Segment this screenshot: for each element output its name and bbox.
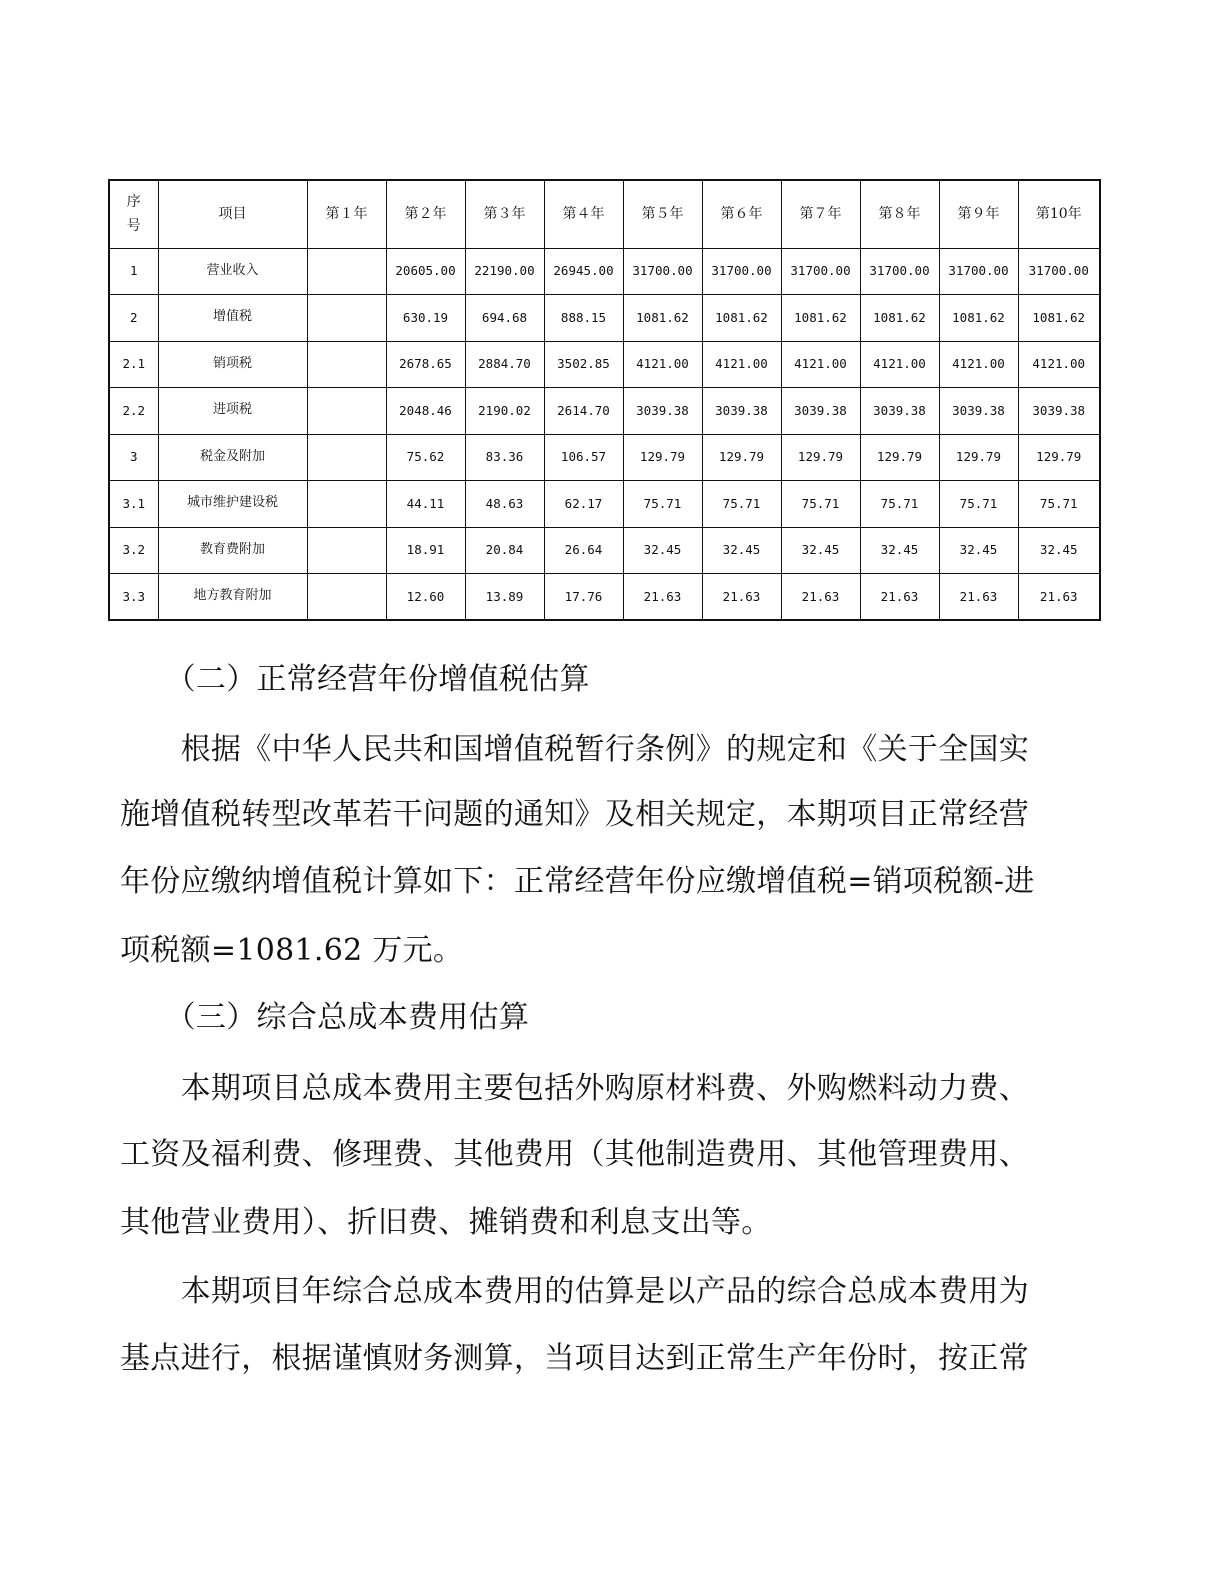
table-row [109, 434, 1100, 481]
value-cell: 32.45 [781, 527, 860, 574]
value-cell: 4121.00 [781, 341, 860, 388]
value-cell: 22190.00 [465, 248, 544, 295]
value-cell: 129.79 [781, 434, 860, 481]
table-row [109, 481, 1100, 528]
value-cell: 31700.00 [702, 248, 781, 295]
value-cell: 75.71 [781, 481, 860, 528]
value-cell: 21.63 [623, 574, 702, 621]
header-cell: 第３年 [465, 180, 544, 248]
value-cell: 75.71 [860, 481, 939, 528]
value-cell: 75.62 [386, 434, 465, 481]
paragraph-line: 施增值税转型改革若干问题的通知》及相关规定，本期项目正常经营 [120, 797, 1029, 832]
header-cell: 第６年 [702, 180, 781, 248]
item-name-cell: 销项税 [158, 341, 307, 388]
value-cell [307, 574, 386, 621]
table-row [109, 295, 1100, 342]
header-cell: 第４年 [544, 180, 623, 248]
value-cell: 75.71 [702, 481, 781, 528]
value-cell: 75.71 [939, 481, 1018, 528]
value-cell: 32.45 [939, 527, 1018, 574]
value-cell: 3039.38 [1018, 388, 1100, 435]
value-cell: 1081.62 [781, 295, 860, 342]
value-cell: 31700.00 [623, 248, 702, 295]
item-name-cell: 地方教育附加 [158, 574, 307, 621]
value-cell: 888.15 [544, 295, 623, 342]
value-cell: 21.63 [860, 574, 939, 621]
header-cell: 第２年 [386, 180, 465, 248]
table-row [109, 341, 1100, 388]
value-cell: 32.45 [860, 527, 939, 574]
value-cell: 3039.38 [781, 388, 860, 435]
value-cell: 31700.00 [1018, 248, 1100, 295]
value-cell: 4121.00 [860, 341, 939, 388]
section-heading-vat: （二）正常经营年份增值税估算 [120, 662, 590, 697]
value-cell: 32.45 [1018, 527, 1100, 574]
row-number-cell: 3.3 [109, 574, 158, 621]
value-cell: 17.76 [544, 574, 623, 621]
value-cell: 4121.00 [623, 341, 702, 388]
header-cell: 第８年 [860, 180, 939, 248]
value-cell: 3039.38 [939, 388, 1018, 435]
value-cell: 48.63 [465, 481, 544, 528]
item-name-cell: 教育费附加 [158, 527, 307, 574]
table-row [109, 248, 1100, 295]
item-name-cell: 进项税 [158, 388, 307, 435]
value-cell: 129.79 [702, 434, 781, 481]
value-cell: 1081.62 [860, 295, 939, 342]
value-cell: 21.63 [781, 574, 860, 621]
header-cell: 第１年 [307, 180, 386, 248]
value-cell: 20.84 [465, 527, 544, 574]
header-cell: 第７年 [781, 180, 860, 248]
value-cell: 21.63 [1018, 574, 1100, 621]
value-cell: 2884.70 [465, 341, 544, 388]
header-cell: 第10年 [1018, 180, 1100, 248]
value-cell: 12.60 [386, 574, 465, 621]
header-cell: 第５年 [623, 180, 702, 248]
value-cell: 2678.65 [386, 341, 465, 388]
paragraph-line: 项税额=1081.62 万元。 [120, 933, 464, 968]
value-cell: 1081.62 [623, 295, 702, 342]
row-number-cell: 3.2 [109, 527, 158, 574]
paragraph-line: 根据《中华人民共和国增值税暂行条例》的规定和《关于全国实 [120, 732, 1029, 767]
paragraph-line: 本期项目总成本费用主要包括外购原材料费、外购燃料动力费、 [120, 1071, 1029, 1106]
value-cell: 20605.00 [386, 248, 465, 295]
row-number-cell: 2.1 [109, 341, 158, 388]
table-row [109, 388, 1100, 435]
value-cell: 1081.62 [1018, 295, 1100, 342]
value-cell: 44.11 [386, 481, 465, 528]
paragraph-line: 年份应缴纳增值税计算如下：正常经营年份应缴增值税=销项税额-进 [120, 864, 1035, 899]
value-cell: 75.71 [1018, 481, 1100, 528]
value-cell: 4121.00 [1018, 341, 1100, 388]
value-cell: 4121.00 [702, 341, 781, 388]
item-name-cell: 税金及附加 [158, 434, 307, 481]
row-number-cell: 2.2 [109, 388, 158, 435]
row-number-cell: 2 [109, 295, 158, 342]
value-cell: 1081.62 [702, 295, 781, 342]
value-cell: 26945.00 [544, 248, 623, 295]
value-cell: 75.71 [623, 481, 702, 528]
value-cell [307, 341, 386, 388]
value-cell: 2190.02 [465, 388, 544, 435]
value-cell: 2048.46 [386, 388, 465, 435]
paragraph-line: 基点进行，根据谨慎财务测算，当项目达到正常生产年份时，按正常 [120, 1341, 1029, 1376]
value-cell: 106.57 [544, 434, 623, 481]
value-cell: 694.68 [465, 295, 544, 342]
value-cell: 2614.70 [544, 388, 623, 435]
value-cell: 129.79 [939, 434, 1018, 481]
value-cell: 3502.85 [544, 341, 623, 388]
header-cell: 序号 [109, 180, 158, 248]
row-number-cell: 3.1 [109, 481, 158, 528]
value-cell: 26.64 [544, 527, 623, 574]
section-heading-cost: （三）综合总成本费用估算 [120, 1000, 530, 1035]
header-cell: 项目 [158, 180, 307, 248]
value-cell: 18.91 [386, 527, 465, 574]
value-cell [307, 527, 386, 574]
value-cell: 129.79 [860, 434, 939, 481]
value-cell: 4121.00 [939, 341, 1018, 388]
value-cell: 3039.38 [860, 388, 939, 435]
value-cell: 129.79 [623, 434, 702, 481]
row-number-cell: 3 [109, 434, 158, 481]
value-cell: 13.89 [465, 574, 544, 621]
value-cell: 32.45 [623, 527, 702, 574]
table-row [109, 574, 1100, 621]
value-cell [307, 434, 386, 481]
table-body [109, 248, 1100, 620]
value-cell: 630.19 [386, 295, 465, 342]
value-cell: 3039.38 [702, 388, 781, 435]
paragraph-line: 工资及福利费、修理费、其他费用（其他制造费用、其他管理费用、 [120, 1137, 1029, 1172]
paragraph-line: 本期项目年综合总成本费用的估算是以产品的综合总成本费用为 [120, 1274, 1029, 1309]
value-cell [307, 388, 386, 435]
value-cell: 1081.62 [939, 295, 1018, 342]
value-cell: 31700.00 [939, 248, 1018, 295]
value-cell: 129.79 [1018, 434, 1100, 481]
value-cell: 83.36 [465, 434, 544, 481]
value-cell: 21.63 [702, 574, 781, 621]
value-cell: 32.45 [702, 527, 781, 574]
value-cell [307, 295, 386, 342]
value-cell [307, 481, 386, 528]
item-name-cell: 城市维护建设税 [158, 481, 307, 528]
item-name-cell: 增值税 [158, 295, 307, 342]
header-cell: 第９年 [939, 180, 1018, 248]
row-number-cell: 1 [109, 248, 158, 295]
value-cell: 3039.38 [623, 388, 702, 435]
tax-estimate-table [108, 179, 1101, 621]
table-header-row [109, 180, 1100, 248]
value-cell: 31700.00 [781, 248, 860, 295]
table-row [109, 527, 1100, 574]
value-cell: 31700.00 [860, 248, 939, 295]
value-cell: 62.17 [544, 481, 623, 528]
value-cell: 21.63 [939, 574, 1018, 621]
paragraph-line: 其他营业费用）、折旧费、摊销费和利息支出等。 [120, 1205, 772, 1240]
value-cell [307, 248, 386, 295]
item-name-cell: 营业收入 [158, 248, 307, 295]
